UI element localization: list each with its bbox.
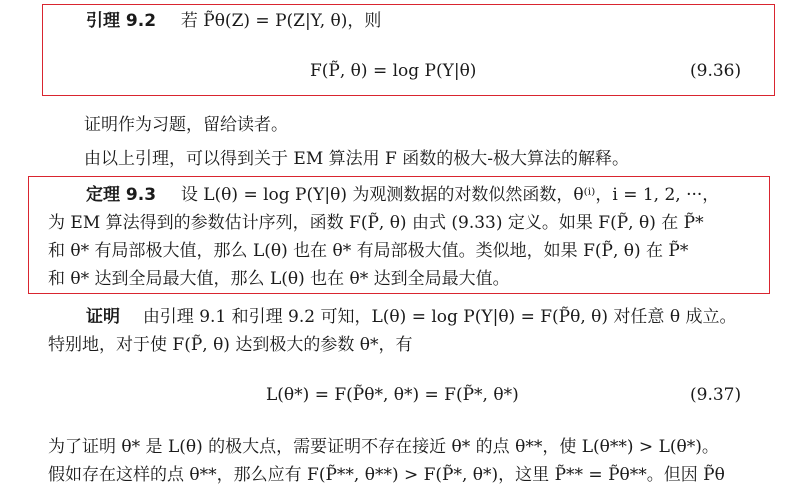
theorem-line-2: 为 EM 算法得到的参数估计序列，函数 F(P̃, θ) 由式 (9.33) 定义。如果 F(P̃, θ) 在 P̃* (48, 213, 704, 233)
theorem-line-1 (86, 184, 719, 206)
proof-left-to-reader: 证明作为习题，留给读者。 (84, 115, 288, 135)
lemma-statement: 若 P̃θ(Z) = P(Z|Y, θ)，则 (180, 11, 382, 31)
proof-line-2: 特别地，对于使 F(P̃, θ) 达到极大的参数 θ*，有 (48, 335, 413, 355)
lemma-heading (86, 10, 381, 32)
proof-title: 证明 (86, 307, 120, 327)
theorem-line-4: 和 θ* 达到全局最大值，那么 L(θ) 也在 θ* 达到全局最大值。 (48, 269, 510, 289)
lemma-equation-number: (9.36) (690, 61, 742, 81)
theorem-line-3: 和 θ* 有局部极大值，那么 L(θ) 也在 θ* 有局部极大值。类似地，如果 F(P̃, θ) 在 P̃* (48, 241, 689, 261)
proof-equation: L(θ*) = F(P̃θ*, θ*) = F(P̃*, θ*) (266, 385, 519, 405)
lemma-title: 引理 9.2 (86, 11, 157, 31)
theorem-title: 定理 9.3 (86, 185, 157, 205)
proof-text-1: 由引理 9.1 和引理 9.2 可知，L(θ) = log P(Y|θ) = F(P̃θ, θ) 对任意 θ 成立。 (142, 307, 737, 327)
proof-line-4: 假如存在这样的点 θ**，那么应有 F(P̃**, θ**) > F(P̃*, θ*)，这里 P̃** = P̃θ**。但因 P̃θ (48, 465, 725, 485)
lemma-equation: F(P̃, θ) = log P(Y|θ) (310, 61, 477, 81)
theorem-text-1: 设 L(θ) = log P(Y|θ) 为观测数据的对数似然函数，θ⁽ⁱ⁾，i = 1, 2, ···， (180, 185, 720, 205)
proof-line-1 (86, 306, 736, 328)
proof-equation-number: (9.37) (690, 385, 742, 405)
em-interpretation-paragraph: 由以上引理，可以得到关于 EM 算法用 F 函数的极大-极大算法的解释。 (84, 149, 629, 169)
proof-line-3: 为了证明 θ* 是 L(θ) 的极大点，需要证明不存在接近 θ* 的点 θ**，使 L(θ**) > L(θ*)。 (48, 437, 719, 457)
